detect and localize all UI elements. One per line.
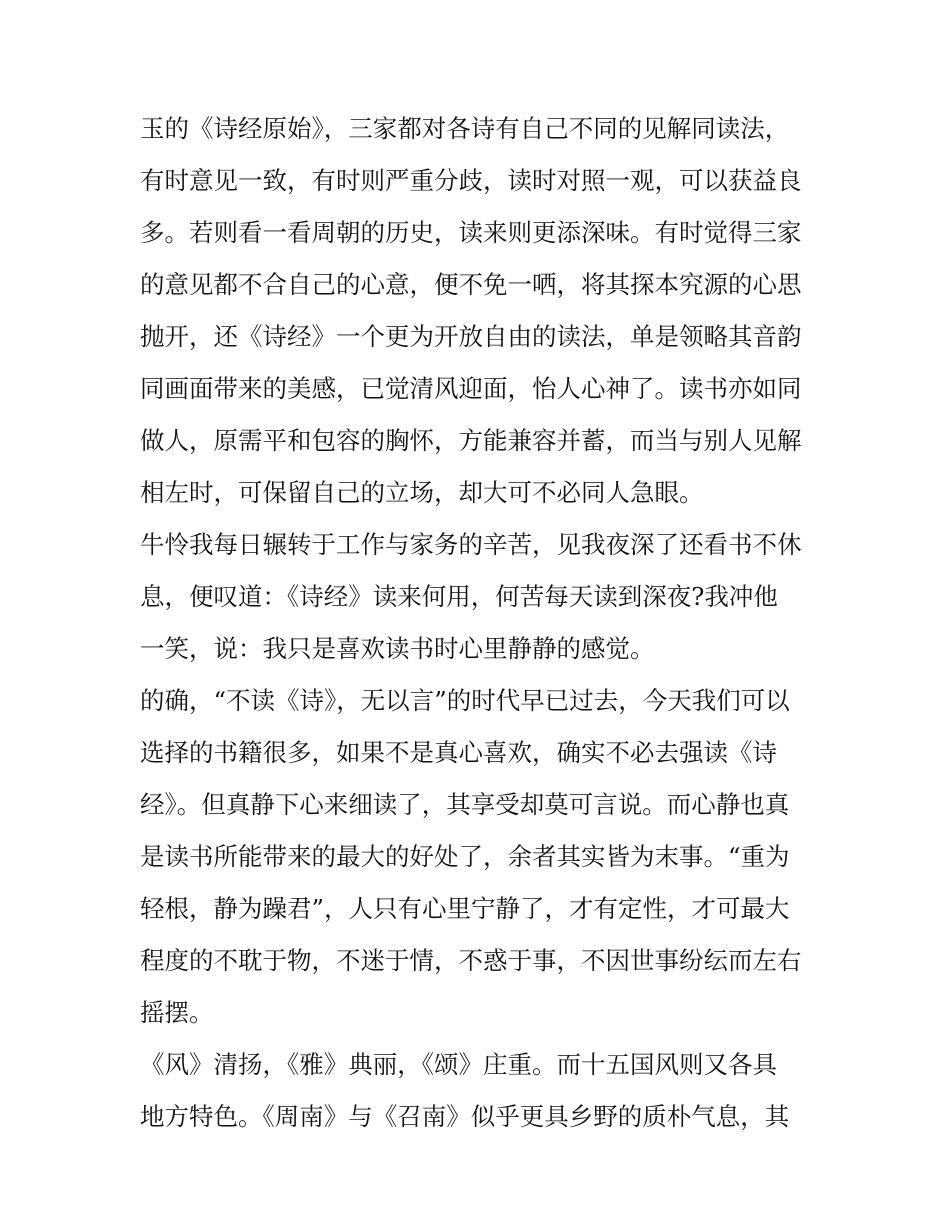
text-line: 的意见都不合自己的心意，便不免一哂，将其探本究源的心思 [140,270,802,299]
text-line: 相左时，可保留自己的立场，却大可不必同人急眼。 [140,478,704,507]
text-line: 《风》清扬，《雅》典丽，《颂》庄重。而十五国风则又各具 [140,1050,777,1079]
text-line: 是读书所能带来的最大的好处了，余者其实皆为末事。“重为 [140,842,790,871]
text-line: 牛怜我每日辗转于工作与家务的辛苦，见我夜深了还看书不休 [140,530,802,559]
text-line: 的确，“不读《诗》，无以言”的时代早已过去，今天我们可以 [140,686,790,715]
text-line: 一笑，说：我只是喜欢读书时心里静静的感觉。 [140,634,655,663]
text-line: 程度的不耽于物，不迷于情，不惑于事，不因世事纷纭而左右 [140,946,802,975]
text-line: 做人，原需平和包容的胸怀，方能兼容并蓄，而当与别人见解 [140,426,802,455]
text-line: 多。若则看一看周朝的历史，读来则更添深味。有时觉得三家 [140,218,802,247]
body-text [140,103,820,1143]
text-line: 轻根，静为躁君”，人只有心里宁静了，才有定性，才可最大 [140,894,790,923]
text-line: 选择的书籍很多，如果不是真心喜欢，确实不必去强读《诗 [140,738,777,767]
text-line: 经》。但真静下心来细读了，其享受却莫可言说。而心静也真 [140,790,790,819]
text-line: 地方特色。《周南》与《召南》似乎更具乡野的质朴气息，其 [140,1102,790,1131]
text-line: 抛开，还《诗经》一个更为开放自由的读法，单是领略其音韵 [140,322,802,351]
text-line: 有时意见一致，有时则严重分歧，读时对照一观，可以获益良 [140,166,802,195]
text-line: 摇摆。 [140,998,214,1027]
text-line: 玉的《诗经原始》，三家都对各诗有自己不同的见解同读法， [140,114,790,143]
text-line: 同画面带来的美感，已觉清风迎面，怡人心神了。读书亦如同 [140,374,802,403]
text-line: 息，便叹道：《诗经》读来何用，何苦每天读到深夜?我冲他 [140,582,778,611]
